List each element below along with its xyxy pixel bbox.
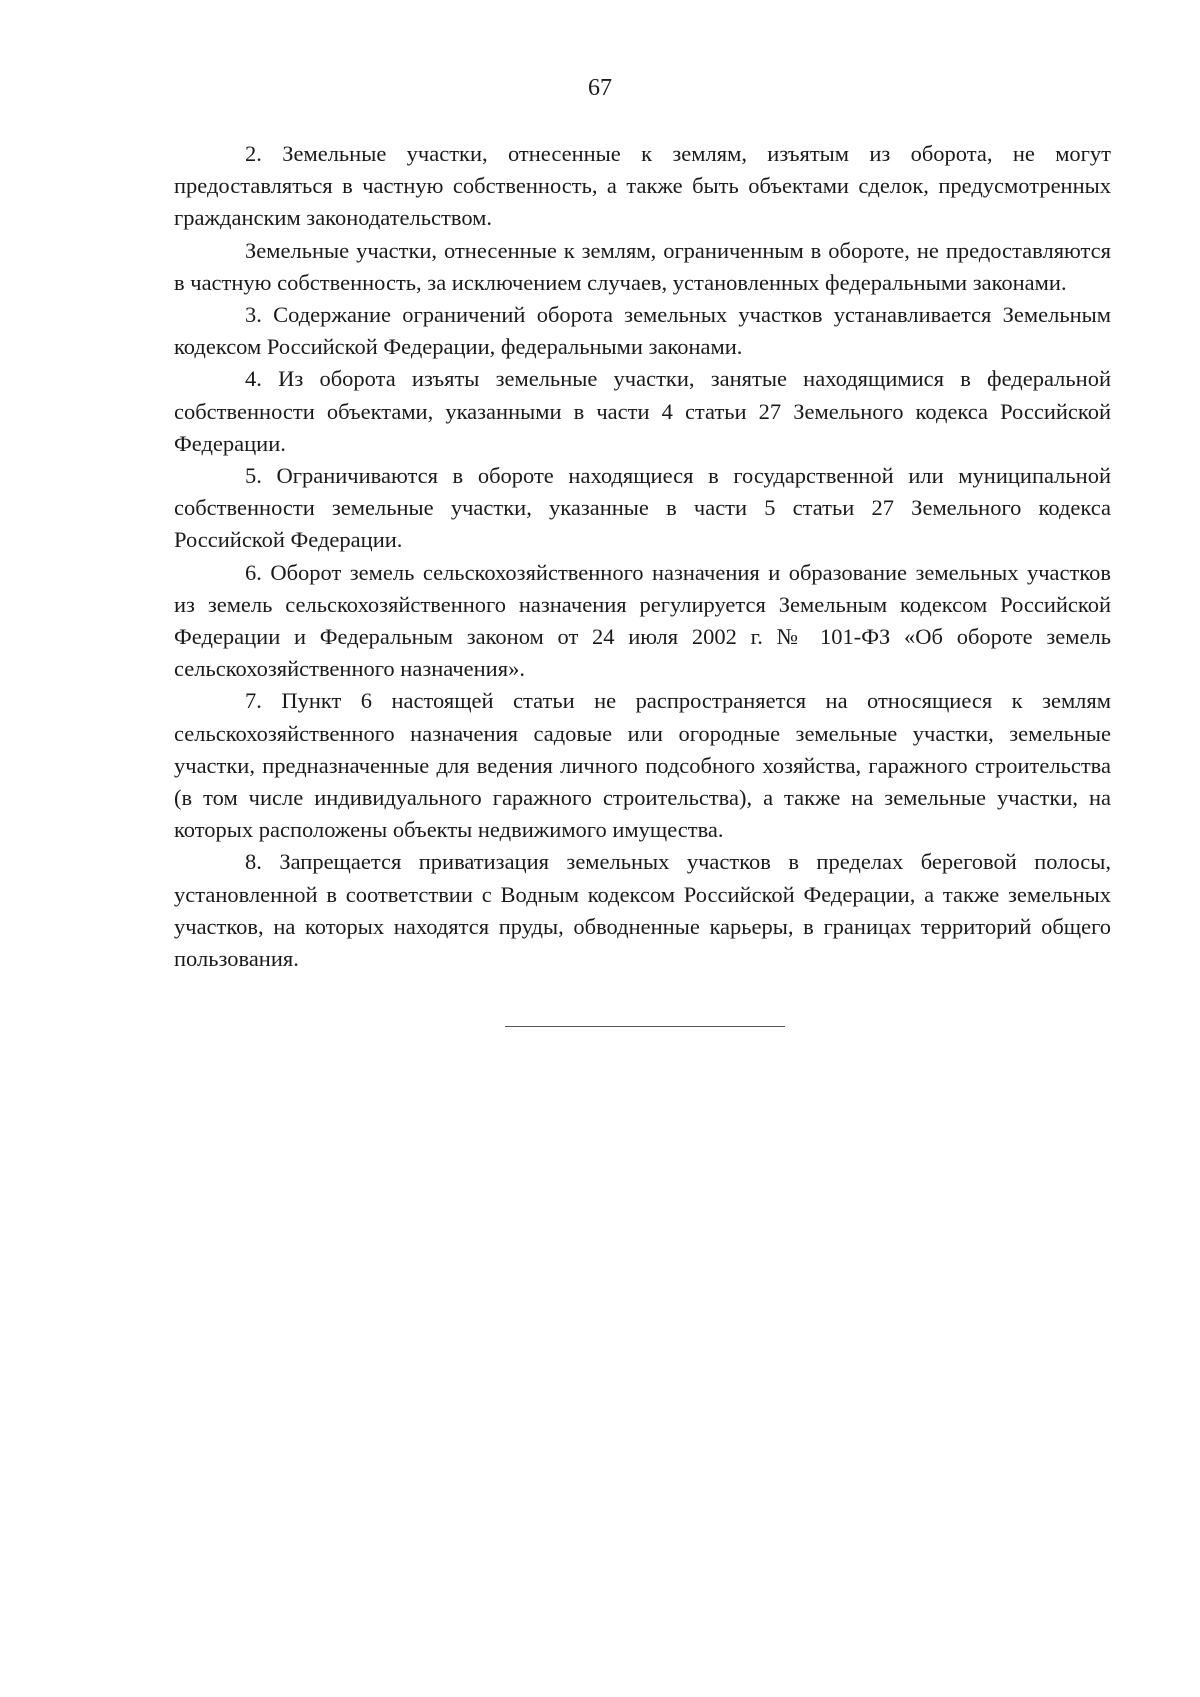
paragraph-item-6: 6. Оборот земель сельскохозяйственного назначения и образование земельных участков из земель сельскохозяйственного назначения регулируется Земельным кодексом Российской Федерации и Федеральным законом от 24 июля 2002 г. № 101-ФЗ «Об обороте земель сельскохозяйственного назначения». xyxy=(174,559,1111,682)
paragraph-item-5: 5. Ограничиваются в обороте находящиеся в государственной или муниципальной собственности земельные участки, указанные в части 5 статьи 27 Земельного кодекса Российской Федерации. xyxy=(174,463,1111,553)
paragraph-item-4: 4. Из оборота изъяты земельные участки, занятые находящимися в федеральной собственности объектами, указанными в части 4 статьи 27 Земельного кодекса Российской Федерации. xyxy=(174,366,1111,456)
paragraph-item-3: 3. Содержание ограничений оборота земельных участков устанавливается Земельным кодексом Российской Федерации, федеральными законами. xyxy=(174,302,1111,360)
page-number: 67 xyxy=(588,75,612,101)
end-divider-line xyxy=(505,1026,785,1027)
document-body xyxy=(174,138,1111,975)
paragraph-item-2-continued: Земельные участки, отнесенные к землям, ограниченным в обороте, не предоставляются в частную собственность, за исключением случаев, установленных федеральными законами. xyxy=(174,237,1111,295)
paragraph-item-8: 8. Запрещается приватизация земельных участков в пределах береговой полосы, установленной в соответствии с Водным кодексом Российской Федерации, а также земельных участков, на которых находятся пруды, обводненные карьеры, в границах территорий общего пользования. xyxy=(174,849,1111,972)
paragraph-item-7: 7. Пункт 6 настоящей статьи не распространяется на относящиеся к землям сельскохозяйственного назначения садовые или огородные земельные участки, земельные участки, предназначенные для ведения личного подсобного хозяйства, гаражного строительства (в том числе индивидуального гаражного строительства), а также на земельные участки, на которых расположены объекты недвижимого имущества. xyxy=(174,688,1111,843)
paragraph-item-2: 2. Земельные участки, отнесенные к землям, изъятым из оборота, не могут предоставляться в частную собственность, а также быть объектами сделок, предусмотренных гражданским законодательством. xyxy=(174,141,1111,231)
